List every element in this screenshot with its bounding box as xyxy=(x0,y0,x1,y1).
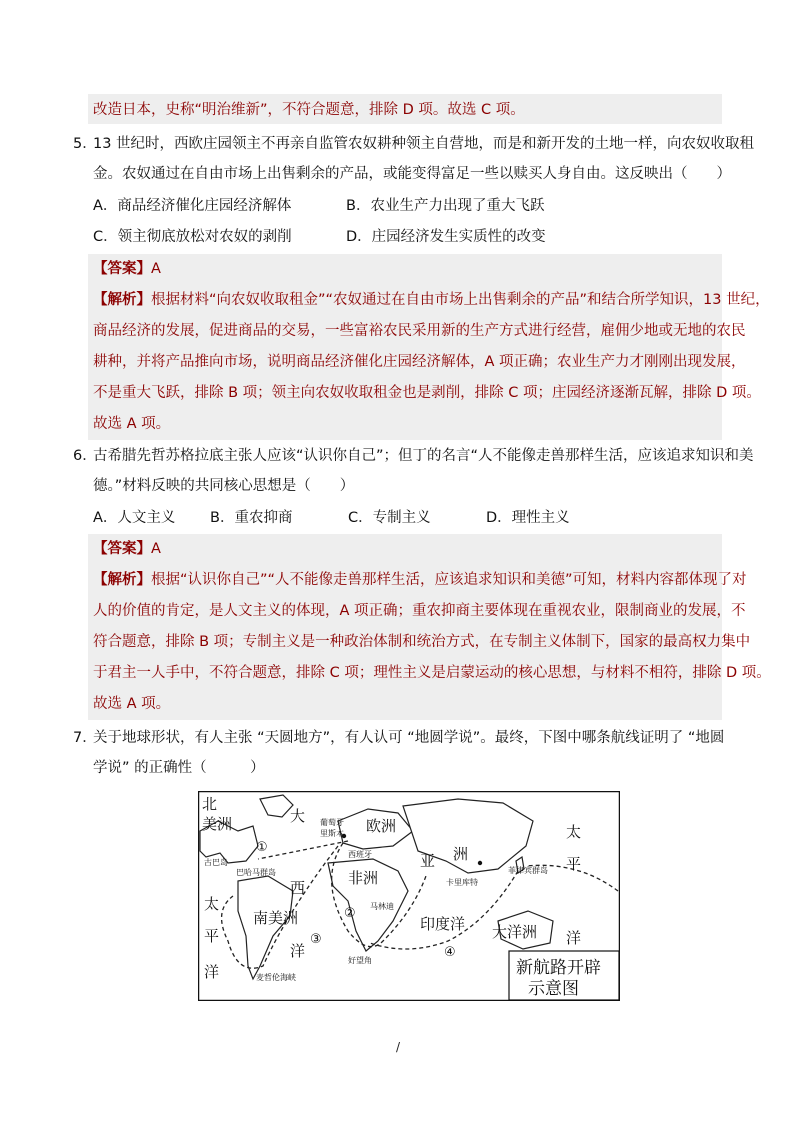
q5-option-b xyxy=(346,196,544,216)
q5-analysis-line-3: 耕种，并将产品推向市场，说明商品经济催化庄园经济解体，A 项正确；农业生产力才刚刚出现发展， xyxy=(93,354,746,370)
q5-option-d xyxy=(346,227,546,247)
q6-number: 6． xyxy=(73,448,97,464)
q5-option-d-label: D． xyxy=(346,229,372,245)
label-europe: 欧洲 xyxy=(366,817,397,835)
q5-option-b-label: B． xyxy=(346,198,371,214)
label-pacific-east-3: 洋 xyxy=(566,929,582,947)
q6-option-c-label: C． xyxy=(348,510,373,526)
q6-stem-line-2: 德。”材料反映的共同核心思想是（ ） xyxy=(93,478,355,494)
label-route-4: ④ xyxy=(444,945,456,960)
label-asia-1: 亚 xyxy=(420,852,436,870)
q6-option-c-text: 专制主义 xyxy=(372,510,431,526)
label-oceania: 大洋洲 xyxy=(492,923,538,941)
q5-analysis-line-5: 故选 A 项。 xyxy=(93,416,171,432)
label-philippines: 菲律宾群岛 xyxy=(508,866,548,875)
q6-stem-line-1: 古希腊先哲苏格拉底主张人应该“认识你自己”；但丁的名言“人不能像走兽那样生活，应该追求知识和美 xyxy=(93,448,754,464)
label-bahamas: 巴哈马群岛 xyxy=(236,868,276,877)
q6-option-d-label: D． xyxy=(486,510,512,526)
q7-stem-line-2: 学说” 的正确性（ ） xyxy=(93,760,265,776)
q5-option-c-text: 领主彻底放松对农奴的剥削 xyxy=(117,229,292,245)
label-indian-ocean: 印度洋 xyxy=(420,915,466,933)
label-pacific-west-2: 平 xyxy=(204,927,220,945)
q6-answer-value: A xyxy=(151,541,161,557)
label-spain: 西班牙 xyxy=(348,850,372,859)
q6-option-b-label: B． xyxy=(210,510,235,526)
q5-option-a-label: A． xyxy=(93,198,118,214)
label-route-1: ① xyxy=(256,840,268,855)
q6-answer xyxy=(93,539,161,559)
label-portugal: 葡萄牙 xyxy=(320,818,344,827)
q6-analysis-line-4: 于君主一人手中，不符合题意，排除 C 项；理性主义是启蒙运动的核心思想，与材料不相符，排除 D 项。 xyxy=(93,665,771,681)
q6-option-a-label: A． xyxy=(93,510,118,526)
q6-option-b-text: 重农抑商 xyxy=(234,510,293,526)
label-north-america-2: 美洲 xyxy=(202,815,233,833)
label-malindi: 马林迪 xyxy=(370,902,394,911)
calicut-dot xyxy=(478,861,482,865)
q5-number: 5． xyxy=(73,136,97,152)
q6-analysis-text-1: 根据“认识你自己”“人不能像走兽那样生活，应该追求知识和美德”可知，材料内容都体现了对 xyxy=(151,572,747,588)
q6-option-d xyxy=(486,508,570,528)
new-route-map xyxy=(198,791,620,1001)
q6-analysis-line-2: 人的价值的肯定，是人文主义的体现，A 项正确；重农抑商主要体现在重视农业，限制商业的发展，不 xyxy=(93,603,746,619)
q5-analysis-line-2: 商品经济的发展，促进商品的交易，一些富裕农民采用新的生产方式进行经营，雇佣少地或无地的农民 xyxy=(93,323,746,339)
label-pacific-west-1: 太 xyxy=(204,895,220,913)
q5-analysis-line-4: 不是重大飞跃，排除 B 项；领主向农奴收取租金也是剥削，排除 C 项；庄园经济逐渐瓦解，排除 D 项。 xyxy=(93,385,761,401)
q5-option-c xyxy=(93,227,292,247)
label-cape: 好望角 xyxy=(348,956,372,965)
label-route-2: ② xyxy=(344,906,356,921)
q6-option-a-text: 人文主义 xyxy=(117,510,176,526)
q5-stem-line-1: 13 世纪时，西欧庄园领主不再亲自监管农奴耕种领主自营地，而是和新开发的土地一样，向农奴收取租 xyxy=(93,136,755,152)
q7-stem-line-1: 关于地球形状，有人主张 “天圆地方”，有人认可 “地圆学说”。最终，下图中哪条航线证明了 “地圆 xyxy=(93,730,725,746)
q5-option-d-text: 庄园经济发生实质性的改变 xyxy=(371,229,546,245)
label-cuba: 古巴岛 xyxy=(204,858,228,867)
q5-option-a-text: 商品经济催化庄园经济解体 xyxy=(117,198,292,214)
q6-analysis-line-3: 符合题意，排除 B 项；专制主义是一种政治体制和统治方式，在专制主义体制下，国家的最高权力集中 xyxy=(93,634,751,650)
label-atlantic-2: 西 xyxy=(290,879,306,897)
q6-answer-tag: 【答案】 xyxy=(93,541,151,557)
q6-option-c xyxy=(348,508,431,528)
label-magellan: 麦哲伦海峡 xyxy=(256,973,296,982)
label-lisbon: 里斯本 xyxy=(320,829,344,838)
q6-analysis-line-5: 故选 A 项。 xyxy=(93,696,171,712)
label-north-america-1: 北 xyxy=(202,795,218,813)
q5-answer-value: A xyxy=(151,261,161,277)
q5-option-c-label: C． xyxy=(93,229,118,245)
label-calicut: 卡里库特 xyxy=(446,878,478,887)
q5-stem-line-2: 金。农奴通过在自由市场上出售剩余的产品，或能变得富足一些以赎买人身自由。这反映出（ ） xyxy=(93,166,731,182)
q5-answer-tag: 【答案】 xyxy=(93,261,151,277)
label-pacific-east-1: 太 xyxy=(566,823,582,841)
q6-option-a xyxy=(93,508,175,528)
label-south-america: 南美洲 xyxy=(253,909,299,927)
q5-analysis-line-1 xyxy=(93,290,770,310)
label-pacific-west-3: 洋 xyxy=(204,963,220,981)
top-explanation-line: 改造日本，史称“明治维新”，不符合题意，排除 D 项。故选 C 项。 xyxy=(93,102,525,118)
page-mark: / xyxy=(396,1040,401,1054)
q7-number: 7． xyxy=(73,730,97,746)
q5-answer-box xyxy=(88,254,722,440)
label-route-3: ③ xyxy=(310,932,322,947)
label-asia-2: 洲 xyxy=(453,845,469,863)
label-africa: 非洲 xyxy=(348,869,379,887)
map-title-line-1: 新航路开辟 xyxy=(516,958,601,978)
q5-analysis-text-1: 根据材料“向农奴收取租金”“农奴通过在自由市场上出售剩余的产品”和结合所学知识，13 世纪， xyxy=(151,292,770,308)
label-atlantic-3: 洋 xyxy=(290,942,306,960)
q6-option-b xyxy=(210,508,292,528)
q5-option-a xyxy=(93,196,291,216)
q6-answer-box xyxy=(88,534,722,720)
q6-analysis-tag: 【解析】 xyxy=(93,572,151,588)
q5-answer xyxy=(93,259,161,279)
q6-analysis-line-1 xyxy=(93,570,747,590)
label-pacific-east-2: 平 xyxy=(566,855,582,873)
label-atlantic-1: 大 xyxy=(290,807,306,825)
q6-option-d-text: 理性主义 xyxy=(511,510,570,526)
q5-analysis-tag: 【解析】 xyxy=(93,292,151,308)
map-title-line-2: 示意图 xyxy=(528,979,579,999)
q5-option-b-text: 农业生产力出现了重大飞跃 xyxy=(370,198,545,214)
